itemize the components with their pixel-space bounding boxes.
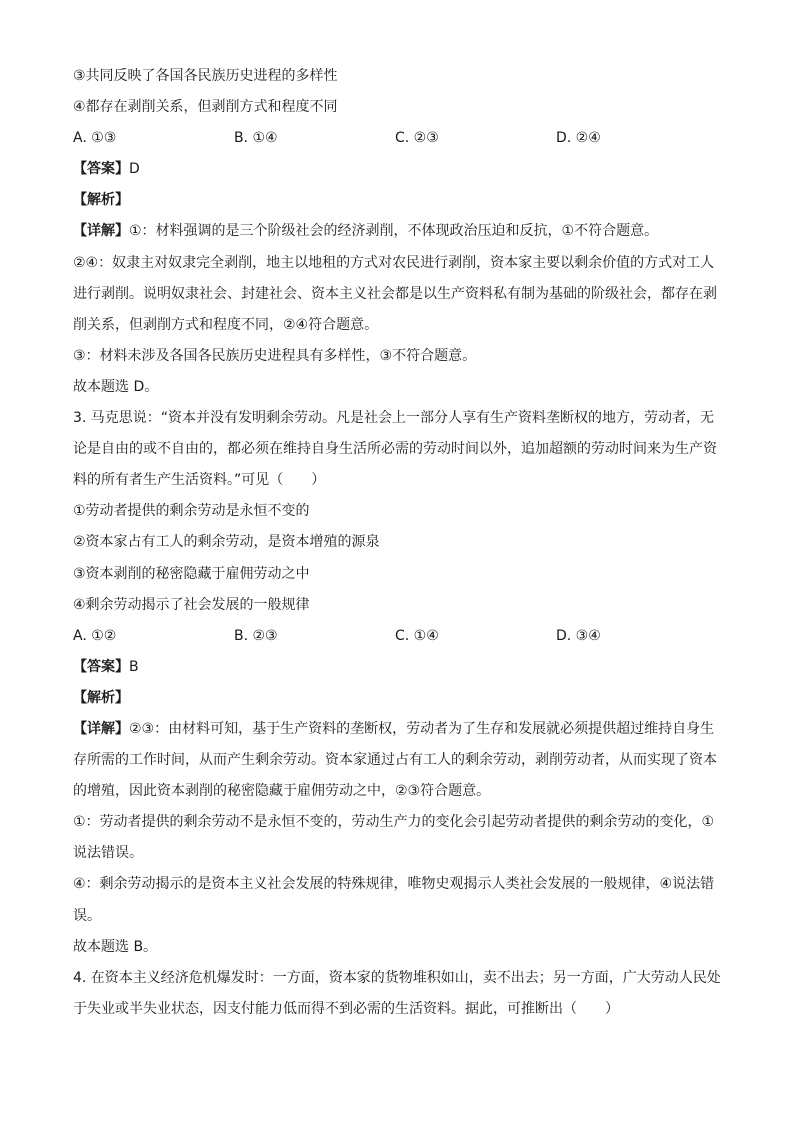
question-2-conclusion: 故本题选 D。 [73, 378, 159, 395]
question-2-detail-line: ②④：奴隶主对奴隶完全剥削，地主以地租的方式对农民进行剥削，资本家主要以剩余价值的方式对工人 [73, 254, 715, 271]
answer-value: B [129, 658, 139, 675]
question-3-detail-line: 的增殖，因此资本剥削的秘密隐藏于雇佣劳动之中，②③符合题意。 [73, 783, 491, 800]
question-4-stem: 于失业或半失业状态，因支付能力低而得不到必需的生活资料。据此，可推断出（ ） [73, 1000, 619, 1017]
question-3-analysis-label: 【解析】 [73, 689, 129, 706]
option-b: B. ②③ [234, 627, 278, 644]
question-3-stem: 论是自由的或不自由的，都必须在维持自身生活所必需的劳动时间以外，追加超额的劳动时间来为生产资 [73, 441, 717, 458]
question-3-detail-line: 存所需的工作时间，从而产生剩余劳动。资本家通过占有工人的剩余劳动，剥削劳动者，从而实现了资本 [73, 752, 717, 769]
detail-text: ①：材料强调的是三个阶级社会的经济剥削，不体现政治压迫和反抗，①不符合题意。 [129, 223, 659, 240]
question-2-statement-4: ④都存在剥削关系，但剥削方式和程度不同 [73, 99, 338, 116]
detail-label: 【详解】 [73, 720, 129, 737]
question-3-options [73, 622, 723, 653]
option-a: A. ①③ [73, 130, 117, 147]
question-3-answer [73, 653, 723, 684]
question-3-statement: ③资本剥削的秘密隐藏于雇佣劳动之中 [73, 565, 310, 582]
question-2-detail-line: 进行剥削。说明奴隶社会、封建社会、资本主义社会都是以生产资料私有制为基础的阶级社会，都存在剥 [73, 285, 717, 302]
question-3-stem: 3. 马克思说：“资本并没有发明剩余劳动。凡是社会上一部分人享有生产资料垄断权的地方，劳动者，无 [73, 410, 715, 427]
option-c: C. ②③ [395, 130, 439, 147]
question-3-detail-line: 说法错误。 [73, 845, 143, 862]
option-b: B. ①④ [234, 130, 278, 147]
question-3-statement: ④剩余劳动揭示了社会发展的一般规律 [73, 596, 310, 613]
question-2-detail-line: ③：材料未涉及各国各民族历史进程具有多样性，③不符合题意。 [73, 347, 477, 364]
option-d: D. ②④ [556, 130, 601, 147]
question-2-statement-3: ③共同反映了各国各民族历史进程的多样性 [73, 68, 338, 84]
question-2-detail-line: 削关系，但剥削方式和程度不同，②④符合题意。 [73, 316, 379, 333]
question-2-detail-line [73, 217, 723, 248]
answer-label: 【答案】 [73, 161, 129, 178]
question-2-options [73, 124, 723, 155]
question-4-stem: 4. 在资本主义经济危机爆发时：一方面，资本家的货物堆积如山，卖不出去；另一方面，广大劳动人民处 [73, 969, 721, 986]
answer-value: D [129, 161, 140, 178]
option-d: D. ③④ [556, 627, 601, 644]
question-3-statement: ②资本家占有工人的剩余劳动，是资本增殖的源泉 [73, 534, 380, 551]
option-c: C. ①④ [395, 627, 439, 644]
question-3-detail-line: ①：劳动者提供的剩余劳动不是永恒不变的，劳动生产力的变化会引起劳动者提供的剩余劳动的变化，① [73, 814, 715, 831]
detail-text: ②③：由材料可知，基于生产资料的垄断权，劳动者为了生存和发展就必须提供超过维持自身生 [129, 720, 715, 737]
detail-label: 【详解】 [73, 223, 129, 240]
question-3-statement: ①劳动者提供的剩余劳动是永恒不变的 [73, 503, 310, 520]
question-2-answer [73, 155, 723, 186]
option-a: A. ①② [73, 627, 117, 644]
document-page [73, 62, 723, 1026]
answer-label: 【答案】 [73, 658, 129, 675]
question-3-conclusion: 故本题选 B。 [73, 938, 158, 955]
question-3-detail-line: 误。 [73, 907, 101, 924]
question-2-analysis-label: 【解析】 [73, 192, 129, 209]
question-3-detail-line: ④：剩余劳动揭示的是资本主义社会发展的特殊规律，唯物史观揭示人类社会发展的一般规律，④说法错 [73, 876, 715, 893]
question-3-detail-line [73, 715, 723, 746]
question-3-stem: 料的所有者生产生活资料。”可见（ ） [73, 472, 326, 489]
